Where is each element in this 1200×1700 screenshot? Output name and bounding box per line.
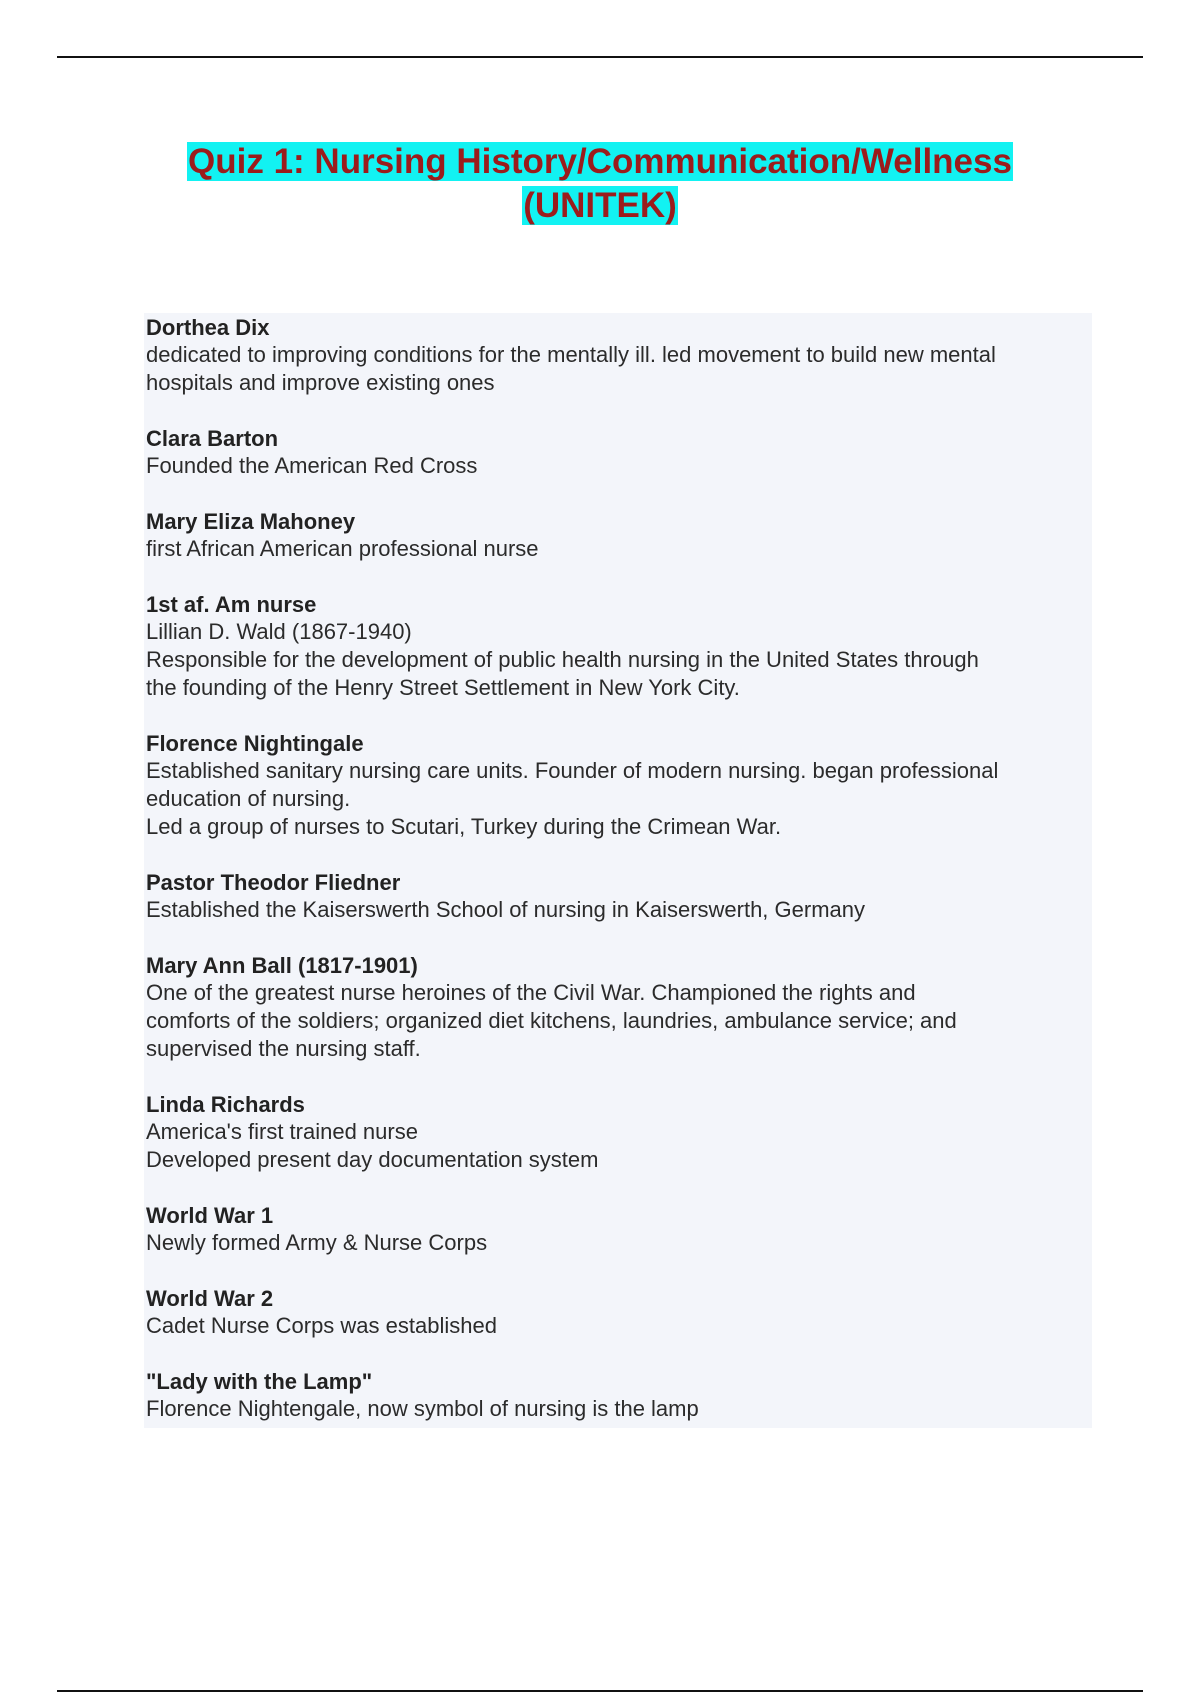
definition-line: America's first trained nurse — [146, 1119, 418, 1144]
term-label: "Lady with the Lamp" — [146, 1369, 373, 1394]
term-label: Mary Eliza Mahoney — [146, 509, 356, 534]
page-title-line-2: (UNITEK) — [523, 186, 677, 225]
definition-line: Lillian D. Wald (1867-1940) — [146, 619, 412, 644]
term-label: 1st af. Am nurse — [146, 592, 317, 617]
definition-line: Founded the American Red Cross — [146, 453, 478, 478]
definition-line: comforts of the soldiers; organized diet kitchens, laundries, ambulance service; and — [146, 1008, 957, 1033]
page-title — [120, 140, 1080, 228]
term-label: Mary Ann Ball (1817-1901) — [146, 953, 418, 978]
term-entry — [146, 425, 1086, 480]
term-entry — [146, 952, 1086, 1063]
term-label: Pastor Theodor Fliedner — [146, 870, 401, 895]
definition-line: supervised the nursing staff. — [146, 1036, 421, 1061]
term-entry — [146, 1368, 1086, 1423]
term-label: World War 2 — [146, 1286, 274, 1311]
definition-line: Responsible for the development of public health nursing in the United States through — [146, 647, 979, 672]
definition-line: Developed present day documentation system — [146, 1147, 599, 1172]
term-entry — [146, 1202, 1086, 1257]
header-rule — [57, 56, 1143, 58]
term-entry — [146, 591, 1086, 702]
definition-line: Newly formed Army & Nurse Corps — [146, 1230, 488, 1255]
page-title-line-1: Quiz 1: Nursing History/Communication/Wellness — [188, 142, 1012, 181]
definition-line: education of nursing. — [146, 786, 351, 811]
term-label: Linda Richards — [146, 1092, 305, 1117]
term-entry — [146, 1285, 1086, 1340]
term-list — [146, 314, 1086, 1451]
footer-rule — [57, 1690, 1143, 1692]
definition-line: dedicated to improving conditions for the mentally ill. led movement to build new mental — [146, 342, 996, 367]
term-label: Clara Barton — [146, 426, 279, 451]
definition-line: Established the Kaiserswerth School of nursing in Kaiserswerth, Germany — [146, 897, 866, 922]
definition-line: Established sanitary nursing care units. Founder of modern nursing. began professional — [146, 758, 999, 783]
definition-line: Cadet Nurse Corps was established — [146, 1313, 497, 1338]
definition-line: hospitals and improve existing ones — [146, 370, 495, 395]
definition-line: Florence Nightengale, now symbol of nursing is the lamp — [146, 1396, 699, 1421]
term-label: Florence Nightingale — [146, 731, 364, 756]
term-label: World War 1 — [146, 1203, 274, 1228]
term-entry — [146, 869, 1086, 924]
term-entry — [146, 314, 1086, 397]
definition-line: Led a group of nurses to Scutari, Turkey during the Crimean War. — [146, 814, 782, 839]
term-entry — [146, 508, 1086, 563]
definition-line: One of the greatest nurse heroines of the Civil War. Championed the rights and — [146, 980, 916, 1005]
term-label: Dorthea Dix — [146, 315, 270, 340]
definition-line: the founding of the Henry Street Settlement in New York City. — [146, 675, 740, 700]
definition-line: first African American professional nurse — [146, 536, 539, 561]
term-entry — [146, 730, 1086, 841]
term-entry — [146, 1091, 1086, 1174]
